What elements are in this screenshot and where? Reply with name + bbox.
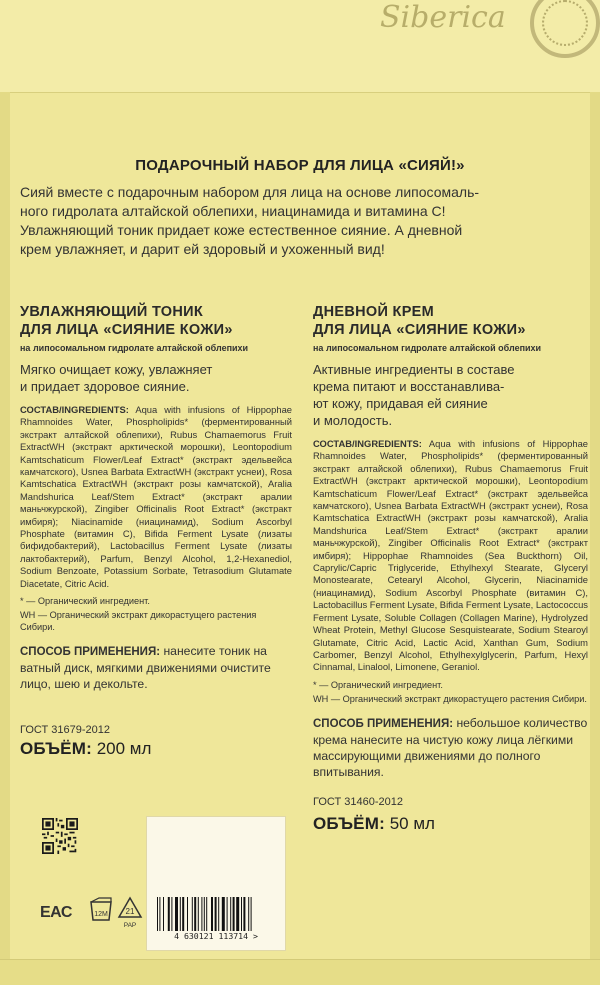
pap-label: PAP [123, 922, 137, 929]
box-right-edge [590, 92, 600, 985]
barcode-bar [187, 897, 188, 931]
barcode-bar [180, 897, 181, 931]
barcode-bar [218, 897, 219, 931]
barcode-icon [155, 897, 277, 931]
tonic-subtitle: на липосомальном гидролате алтайской облепихи [20, 343, 249, 353]
barcode-bar [215, 897, 217, 931]
qr-code-icon [42, 818, 78, 854]
barcode-bar [182, 897, 184, 931]
recycle-triangle-icon [116, 895, 144, 935]
barcode-bar [201, 897, 202, 931]
tonic-description [20, 361, 292, 395]
cream-ingredients-label: СОСТАВ/INGREDIENTS: [313, 438, 422, 449]
cream-volume-value: 50 мл [389, 814, 435, 833]
barcode-bar [175, 897, 178, 931]
set-title: ПОДАРОЧНЫЙ НАБОР ДЛЯ ЛИЦА «СИЯЙ!» [135, 157, 465, 174]
cream-desc-line: и молодость. [313, 413, 393, 428]
box-left-edge [0, 92, 10, 985]
cream-description [313, 361, 588, 429]
barcode-bar [227, 897, 228, 931]
barcode-bar [168, 897, 170, 931]
cream-gost: ГОСТ 31460-2012 [313, 796, 403, 808]
barcode-bar [233, 897, 235, 931]
tonic-gost: ГОСТ 31679-2012 [20, 724, 110, 736]
barcode-bar [241, 897, 242, 931]
barcode-area [146, 816, 286, 951]
barcode-bar [206, 897, 207, 931]
cream-title-line2: ДЛЯ ЛИЦА «СИЯНИЕ КОЖИ» [313, 322, 526, 338]
cream-volume [313, 814, 435, 834]
intro-line: ного гидролата алтайской облепихи, ниацинамида и витамина С! [20, 203, 446, 219]
tonic-ingredients-label: СОСТАВ/INGREDIENTS: [20, 404, 129, 415]
cream-note-organic: * — Органический ингредиент. [313, 679, 443, 690]
eac-mark: ЕАС [40, 904, 72, 921]
tonic-title-line2: ДЛЯ ЛИЦА «СИЯНИЕ КОЖИ» [20, 322, 233, 338]
cream-usage-text: небольшое количество крема нанесите на чистую кожу лица лёгкими массирующими движениями до полного впитывания. [313, 715, 588, 779]
barcode-bar [251, 897, 252, 931]
tonic-title-line1: УВЛАЖНЯЮЩИЙ ТОНИК [20, 304, 203, 320]
barcode-bar [222, 897, 225, 931]
cream-volume-label: ОБЪЁМ: [313, 814, 385, 833]
tonic-note-wild: WH — Органический экстракт дикорастущего растения Сибири. [20, 610, 257, 633]
cream-desc-line: Активные ингредиенты в составе [313, 362, 515, 377]
barcode-bar [194, 897, 196, 931]
jar-period-label: 12M [94, 911, 108, 918]
cream-desc-line: ют кожу, придавая ей сияние [313, 396, 488, 411]
cream-title-line1: ДНЕВНОЙ КРЕМ [313, 304, 435, 320]
jar-period-icon [86, 896, 116, 930]
cream-ingredients-text: Aqua with infusions of Hippophae Rhamnoides Water, Phospholipids* (ферментированный экстракт алтайской облепихи), Rubus Chamaemorus Fruit ExtractWH (экстракт арктической морошки), Leontopodium Kamtschaticum Flower/Leaf Extract* (экстракт эдельвейса камчатского), Usnea Barbata ExtractWH (экстракт уснеи), Rosa Kamtschatica ExtractWH (экстракт розы камчатской), Aralia Mandshurica Leaf/Stem Extract* (экстракт аралии маньчжурской), Zingiber Officinalis Root Extract* (экстракт имбиря); Hippophae Rhamnoides (Sea Buckthorn) Oil, Caprylic/Capric Triglyceride, Ethylhexyl Stearate, Glyceryl Monostearate, Cetearyl Alcohol, Glycerin, Niacinamide (ниацинамид), Sodium Ascorbyl Phosphate (витамин С), Lactobacillus Ferment Lysate, Bifida Ferment Lysate, Lactococcus Ferment Lysate, Soluble Collagen (Collagen Marine), Hydrolyzed Wheat Protein, Methyl Glucose Sesquistearate, Sodium Stearoyl Glutamate, Citric Acid, Lactic Acid, Xanthan Gum, Sodium Carbomer, Benzyl Alcohol, Ethylhexylglycerin, Parfum, Hexyl Cinnamal, Linalool, Limonene, Geraniol. [313, 438, 589, 673]
intro-line: крем увлажняет, и дарит ей здоровый и ухоженный вид! [20, 241, 385, 257]
barcode-bar [248, 897, 249, 931]
tonic-usage-label: СПОСОБ ПРИМЕНЕНИЯ: [20, 646, 161, 659]
cream-note-wild: WH — Органический экстракт дикорастущего растения Сибири. [313, 693, 587, 704]
set-intro [20, 183, 585, 259]
barcode-bar [243, 897, 245, 931]
barcode-bar [192, 897, 193, 931]
barcode-bar [211, 897, 213, 931]
tonic-usage [20, 643, 292, 692]
intro-line: Сияй вместе с подарочным набором для лица на основе липосомаль- [20, 184, 480, 200]
pap-number: 21 [125, 907, 135, 916]
tonic-usage-text: нанесите тоник на ватный диск, мягкими движениями очистите лицо, шею и декольте. [20, 644, 271, 692]
tonic-volume-value: 200 мл [96, 739, 152, 758]
cream-subtitle: на липосомальном гидролате алтайской облепихи [313, 343, 542, 353]
barcode-bar [204, 897, 205, 931]
cream-usage-label: СПОСОБ ПРИМЕНЕНИЯ: [313, 717, 454, 730]
box-bottom-edge [0, 959, 600, 985]
barcode-bar [159, 897, 160, 931]
cream-column [313, 303, 588, 780]
barcode-bar [230, 897, 231, 931]
intro-line: Увлажняющий тоник придает коже естественное сияние. А дневной [20, 222, 463, 238]
brand-signature: Siberica [380, 0, 506, 35]
cream-desc-line: крема питают и восстанавлива- [313, 379, 505, 394]
tonic-desc-line: и придает здоровое сияние. [20, 379, 190, 394]
barcode-bar [198, 897, 199, 931]
cream-ingredients [313, 438, 588, 674]
tonic-volume [20, 739, 151, 759]
barcode-bar [236, 897, 239, 931]
barcode-bar [157, 897, 158, 931]
tonic-ingredients [20, 404, 292, 590]
tonic-column [20, 303, 292, 692]
barcode-number: 4 630121 113714 > [174, 931, 258, 941]
box-top-flap [0, 0, 600, 93]
tonic-note-organic: * — Органический ингредиент. [20, 596, 150, 607]
barcode-bar [163, 897, 164, 931]
tonic-desc-line: Мягко очищает кожу, увлажняет [20, 362, 213, 377]
tonic-ingredients-text: Aqua with infusions of Hippophae Rhamnoides Water, Phospholipids* (ферментированный экстракт алтайской облепихи), Rubus Chamaemorus Fruit ExtractWH (экстракт арктической морошки), Leontopodium Kamtschaticum Flower/Leaf Extract* (экстракт эдельвейса камчатского), Usnea Barbata ExtractWH (экстракт уснеи), Rosa Kamtschatica ExtractWH (экстракт розы камчатской), Aralia Mandshurica Leaf/Stem Extract* (экстракт аралии маньчжурской), Zingiber Officinalis Root Extract* (экстракт имбиря); Niacinamide (ниацинамид), Sodium Ascorbyl Phosphate (витамин С), Bifida Ferment Lysate (лизаты бифидобактерий), Lactobacillus Ferment Lysate (лизаты лактобактерий), Parfum, Benzyl Alcohol, 1,2-Hexanediol, Sodium Benzoate, Potassium Sorbate, Tetrasodium Glutamate Diacetate, Citric Acid. [20, 404, 292, 589]
tonic-volume-label: ОБЪЁМ: [20, 739, 92, 758]
barcode-bar [171, 897, 172, 931]
cream-usage [313, 715, 588, 780]
